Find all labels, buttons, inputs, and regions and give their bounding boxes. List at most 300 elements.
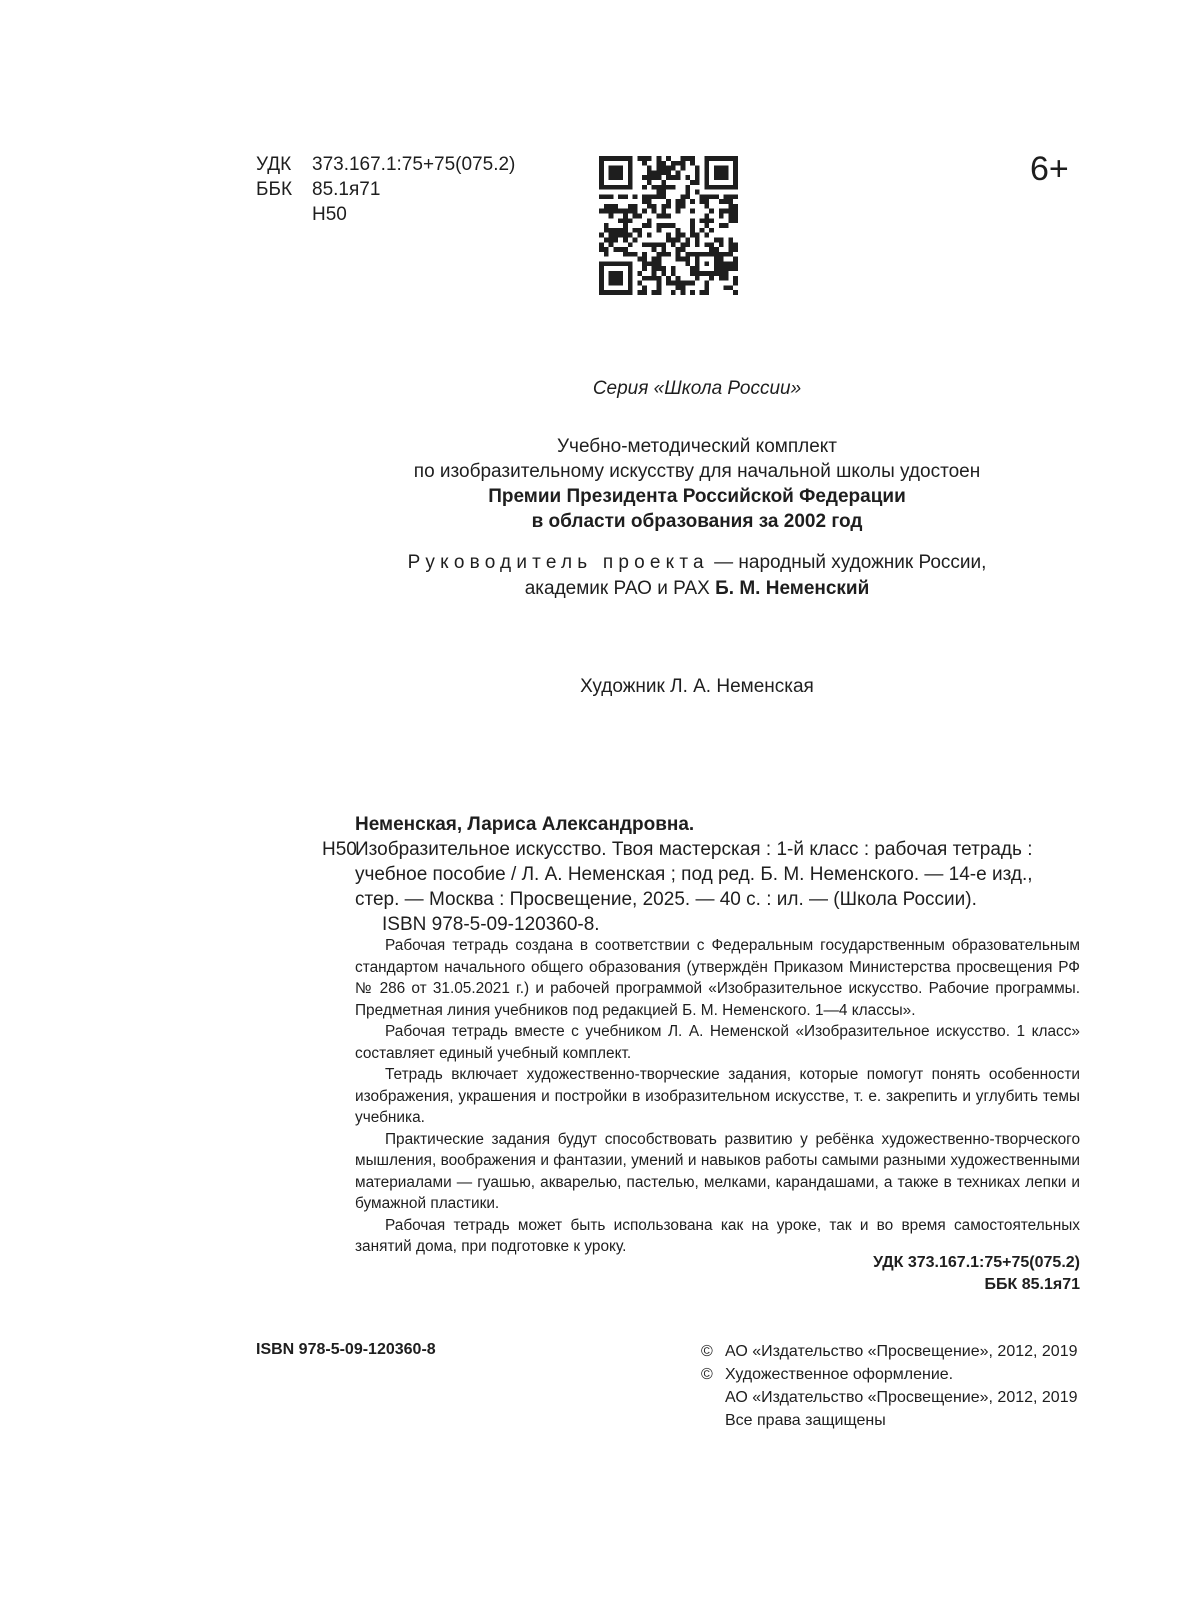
qr-code — [599, 156, 738, 295]
qr-module — [661, 252, 666, 257]
qr-module — [724, 261, 729, 266]
series-title: Серия «Школа России» — [592, 378, 802, 399]
qr-module — [604, 156, 609, 161]
qr-module — [714, 170, 719, 175]
qr-module — [628, 170, 633, 175]
qr-module — [652, 290, 657, 295]
qr-module — [657, 156, 662, 161]
qr-module — [680, 285, 685, 290]
qr-module — [685, 185, 690, 190]
qr-module — [733, 290, 738, 295]
qr-module — [628, 175, 633, 180]
qr-module — [709, 242, 714, 247]
qr-module — [724, 252, 729, 257]
qr-module — [628, 285, 633, 290]
bbk-row — [256, 177, 515, 202]
qr-module — [604, 247, 609, 252]
qr-module — [671, 242, 676, 247]
qr-module — [652, 209, 657, 214]
qr-module — [690, 281, 695, 286]
classification-udk: УДК 373.167.1:75+75(075.2) — [873, 1254, 1080, 1271]
qr-module — [690, 252, 695, 257]
qr-module — [671, 166, 676, 171]
qr-module — [628, 161, 633, 166]
qr-module — [642, 257, 647, 262]
qr-module — [728, 261, 733, 266]
qr-module — [709, 209, 714, 214]
qr-module — [704, 285, 709, 290]
qr-module — [661, 214, 666, 219]
qr-module — [647, 156, 652, 161]
qr-module — [599, 247, 604, 252]
qr-module — [695, 242, 700, 247]
qr-module — [709, 252, 714, 257]
qr-module — [728, 285, 733, 290]
qr-module — [599, 281, 604, 286]
qr-module — [666, 199, 671, 204]
qr-module — [719, 271, 724, 276]
qr-module — [623, 290, 628, 295]
qr-module — [661, 170, 666, 175]
qr-module — [657, 214, 662, 219]
qr-module — [666, 233, 671, 238]
copyright-text-4: Все права защищены — [725, 1412, 886, 1429]
qr-module — [704, 242, 709, 247]
biblio-line-1: Изобразительное искусство. Твоя мастерская : 1-й класс : рабочая тетрадь : — [355, 839, 1033, 860]
qr-module — [657, 161, 662, 166]
qr-module — [704, 233, 709, 238]
qr-module — [685, 257, 690, 262]
qr-module — [719, 252, 724, 257]
qr-module — [661, 204, 666, 209]
udk-value: 373.167.1:75+75(075.2) — [312, 154, 516, 175]
qr-module — [618, 194, 623, 199]
qr-module — [714, 261, 719, 266]
qr-module — [609, 271, 614, 276]
qr-module — [700, 252, 705, 257]
qr-module — [642, 242, 647, 247]
qr-module — [676, 233, 681, 238]
qr-module — [599, 209, 604, 214]
qr-module — [714, 194, 719, 199]
qr-module — [628, 266, 633, 271]
qr-module — [695, 180, 700, 185]
biblio-isbn: ISBN 978-5-09-120360-8. — [382, 914, 600, 935]
qr-module — [704, 252, 709, 257]
qr-module — [609, 237, 614, 242]
qr-module — [680, 156, 685, 161]
qr-module — [618, 271, 623, 276]
qr-module — [690, 209, 695, 214]
qr-module — [633, 204, 638, 209]
copyright-line-1 — [701, 1340, 1078, 1363]
qr-module — [690, 199, 695, 204]
qr-module — [618, 228, 623, 233]
project-leader — [347, 550, 1047, 602]
qr-module — [676, 257, 681, 262]
biblio-author: Неменская, Лариса Александровна. — [355, 814, 695, 835]
qr-module — [685, 156, 690, 161]
qr-module — [733, 281, 738, 286]
author-mark-row — [256, 202, 515, 227]
qr-module — [647, 242, 652, 247]
qr-module — [633, 228, 638, 233]
qr-module — [652, 257, 657, 262]
qr-module — [700, 271, 705, 276]
qr-module — [714, 247, 719, 252]
qr-module — [628, 271, 633, 276]
qr-module — [724, 276, 729, 281]
qr-module — [680, 194, 685, 199]
qr-module — [628, 166, 633, 171]
qr-module — [695, 170, 700, 175]
udk-label: УДК — [256, 154, 292, 175]
qr-module — [647, 166, 652, 171]
qr-module — [657, 261, 662, 266]
qr-module — [642, 285, 647, 290]
qr-module — [690, 161, 695, 166]
qr-module — [680, 242, 685, 247]
qr-module — [685, 175, 690, 180]
qr-module — [652, 271, 657, 276]
qr-module — [709, 218, 714, 223]
copyright-line-3 — [701, 1386, 1078, 1409]
qr-module — [728, 194, 733, 199]
qr-module — [685, 261, 690, 266]
biblio-line-2: учебное пособие / Л. А. Неменская ; под ред. Б. М. Неменского. — 14-е изд., — [355, 864, 1033, 885]
qr-module — [709, 228, 714, 233]
qr-module — [728, 266, 733, 271]
qr-module — [613, 261, 618, 266]
qr-module — [652, 247, 657, 252]
qr-module — [657, 276, 662, 281]
qr-module — [666, 204, 671, 209]
qr-module — [704, 185, 709, 190]
qr-module — [704, 261, 709, 266]
qr-module — [695, 233, 700, 238]
qr-module — [609, 233, 614, 238]
copyright-line-2 — [701, 1363, 1078, 1386]
qr-module — [623, 223, 628, 228]
qr-module — [657, 252, 662, 257]
qr-module — [719, 170, 724, 175]
qr-module — [657, 266, 662, 271]
qr-module — [724, 194, 729, 199]
qr-module — [680, 233, 685, 238]
qr-module — [685, 252, 690, 257]
qr-module — [623, 252, 628, 257]
qr-module — [733, 276, 738, 281]
qr-module — [623, 228, 628, 233]
qr-module — [733, 214, 738, 219]
qr-module — [714, 175, 719, 180]
biblio-entry — [322, 837, 1080, 912]
qr-module — [652, 194, 657, 199]
qr-module — [628, 290, 633, 295]
qr-module — [728, 214, 733, 219]
qr-module — [642, 194, 647, 199]
biblio-code: Н50 — [322, 839, 357, 860]
qr-module — [704, 199, 709, 204]
qr-module — [719, 223, 724, 228]
qr-module — [609, 242, 614, 247]
qr-module — [604, 228, 609, 233]
qr-module — [714, 271, 719, 276]
qr-module — [719, 166, 724, 171]
qr-module — [604, 194, 609, 199]
qr-module — [676, 228, 681, 233]
qr-module — [642, 209, 647, 214]
qr-module — [666, 252, 671, 257]
qr-module — [724, 223, 729, 228]
qr-module — [676, 252, 681, 257]
qr-module — [714, 166, 719, 171]
qr-module — [628, 276, 633, 281]
qr-module — [714, 237, 719, 242]
qr-module — [700, 194, 705, 199]
copyright-text-2: Художественное оформление. — [725, 1366, 954, 1383]
qr-module — [652, 266, 657, 271]
leader-rank: академик РАО и РАХ — [524, 578, 716, 599]
qr-module — [661, 242, 666, 247]
qr-module — [690, 218, 695, 223]
qr-module — [724, 166, 729, 171]
qr-module — [613, 170, 618, 175]
qr-module — [724, 285, 729, 290]
qr-module — [685, 237, 690, 242]
qr-module — [724, 170, 729, 175]
qr-module — [657, 194, 662, 199]
award-block — [347, 434, 1047, 534]
qr-module — [700, 290, 705, 295]
qr-module — [724, 199, 729, 204]
qr-module — [733, 185, 738, 190]
qr-module — [704, 214, 709, 219]
qr-module — [666, 175, 671, 180]
qr-module — [733, 194, 738, 199]
qr-module — [599, 166, 604, 171]
qr-module — [613, 166, 618, 171]
qr-module — [633, 214, 638, 219]
qr-module — [728, 252, 733, 257]
qr-module — [637, 271, 642, 276]
isbn: ISBN 978-5-09-120360-8 — [256, 1341, 436, 1358]
qr-module — [609, 276, 614, 281]
qr-module — [666, 237, 671, 242]
qr-module — [628, 252, 633, 257]
qr-module — [647, 180, 652, 185]
qr-module — [728, 247, 733, 252]
qr-module — [728, 209, 733, 214]
qr-module — [733, 261, 738, 266]
qr-module — [704, 166, 709, 171]
qr-module — [695, 237, 700, 242]
qr-module — [628, 185, 633, 190]
copyright-symbol: © — [701, 1366, 713, 1383]
qr-module — [704, 218, 709, 223]
qr-module — [628, 218, 633, 223]
qr-module — [642, 290, 647, 295]
qr-module — [642, 161, 647, 166]
qr-module — [599, 170, 604, 175]
qr-module — [647, 233, 652, 238]
qr-module — [609, 204, 614, 209]
qr-module — [728, 237, 733, 242]
qr-module — [657, 170, 662, 175]
qr-module — [719, 214, 724, 219]
qr-module — [671, 266, 676, 271]
qr-module — [676, 199, 681, 204]
qr-module — [647, 199, 652, 204]
qr-module — [613, 175, 618, 180]
qr-module — [695, 252, 700, 257]
qr-module — [661, 271, 666, 276]
qr-module — [609, 166, 614, 171]
qr-module — [633, 194, 638, 199]
qr-module — [690, 233, 695, 238]
qr-module — [647, 194, 652, 199]
qr-module — [680, 257, 685, 262]
qr-module — [733, 266, 738, 271]
qr-module — [733, 156, 738, 161]
qr-module — [647, 218, 652, 223]
qr-module — [671, 185, 676, 190]
qr-module — [618, 175, 623, 180]
qr-module — [695, 190, 700, 195]
qr-module — [637, 290, 642, 295]
qr-module — [613, 209, 618, 214]
qr-module — [604, 204, 609, 209]
qr-module — [623, 237, 628, 242]
qr-module — [728, 204, 733, 209]
qr-module — [719, 276, 724, 281]
qr-module — [599, 285, 604, 290]
qr-module — [676, 237, 681, 242]
author-mark: Н50 — [312, 204, 347, 225]
qr-module — [618, 276, 623, 281]
qr-module — [628, 204, 633, 209]
qr-module — [609, 194, 614, 199]
qr-module — [661, 166, 666, 171]
qr-module — [671, 290, 676, 295]
qr-module — [666, 281, 671, 286]
qr-module — [676, 209, 681, 214]
qr-module — [623, 233, 628, 238]
qr-module — [671, 281, 676, 286]
qr-module — [704, 194, 709, 199]
qr-module — [666, 214, 671, 219]
qr-module — [642, 266, 647, 271]
qr-module — [618, 166, 623, 171]
qr-module — [657, 257, 662, 262]
qr-module — [685, 242, 690, 247]
qr-module — [633, 209, 638, 214]
qr-module — [724, 209, 729, 214]
classification-codes — [855, 1252, 1080, 1296]
qr-module — [599, 242, 604, 247]
qr-module — [704, 223, 709, 228]
qr-module — [599, 185, 604, 190]
qr-module — [637, 281, 642, 286]
qr-module — [618, 233, 623, 238]
qr-module — [628, 261, 633, 266]
qr-module — [647, 276, 652, 281]
qr-module — [661, 190, 666, 195]
qr-module — [604, 252, 609, 257]
qr-module — [604, 209, 609, 214]
qr-module — [657, 166, 662, 171]
qr-module — [704, 175, 709, 180]
qr-module — [604, 185, 609, 190]
leader-role: Руководитель проекта — [407, 552, 709, 573]
qr-module — [657, 223, 662, 228]
qr-module — [676, 170, 681, 175]
qr-module — [637, 214, 642, 219]
qr-module — [666, 170, 671, 175]
qr-module — [609, 170, 614, 175]
annotation-paragraph: Тетрадь включает художественно-творческие задания, которые помогут понять особенности изображения, украшения и постройки в изобразительном искусстве, т. е. закрепить и углубить темы учебника. — [355, 1066, 1080, 1126]
qr-module — [671, 175, 676, 180]
qr-module — [657, 185, 662, 190]
biblio-line-3: стер. — Москва : Просвещение, 2025. — 40 с. : ил. — (Школа России). — [355, 889, 977, 910]
qr-module — [704, 290, 709, 295]
qr-module — [657, 242, 662, 247]
bbk-value: 85.1я71 — [312, 179, 381, 200]
qr-module — [613, 271, 618, 276]
qr-module — [613, 185, 618, 190]
qr-module — [709, 276, 714, 281]
qr-module — [733, 257, 738, 262]
qr-module — [652, 170, 657, 175]
qr-module — [728, 185, 733, 190]
qr-module — [623, 247, 628, 252]
qr-module — [647, 204, 652, 209]
qr-module — [599, 175, 604, 180]
qr-module — [642, 199, 647, 204]
qr-module — [609, 290, 614, 295]
qr-module — [637, 156, 642, 161]
qr-module — [642, 223, 647, 228]
qr-module — [685, 190, 690, 195]
qr-module — [618, 209, 623, 214]
qr-module — [733, 175, 738, 180]
copyright-symbol: © — [701, 1343, 713, 1360]
qr-module — [690, 271, 695, 276]
qr-module — [618, 281, 623, 286]
qr-module — [657, 290, 662, 295]
qr-module — [733, 218, 738, 223]
qr-module — [695, 276, 700, 281]
qr-module — [724, 266, 729, 271]
qr-module — [733, 209, 738, 214]
qr-module — [704, 204, 709, 209]
qr-module — [709, 194, 714, 199]
qr-module — [733, 170, 738, 175]
qr-module — [704, 281, 709, 286]
qr-module — [623, 218, 628, 223]
age-rating: 6+ — [1030, 150, 1069, 188]
qr-module — [666, 276, 671, 281]
qr-module — [676, 161, 681, 166]
qr-module — [714, 252, 719, 257]
qr-module — [637, 228, 642, 233]
award-line-1: Учебно-методический комплект — [556, 436, 838, 457]
qr-module — [623, 185, 628, 190]
qr-module — [719, 242, 724, 247]
qr-module — [690, 290, 695, 295]
qr-module — [719, 209, 724, 214]
copyright-line-4 — [701, 1409, 1078, 1432]
